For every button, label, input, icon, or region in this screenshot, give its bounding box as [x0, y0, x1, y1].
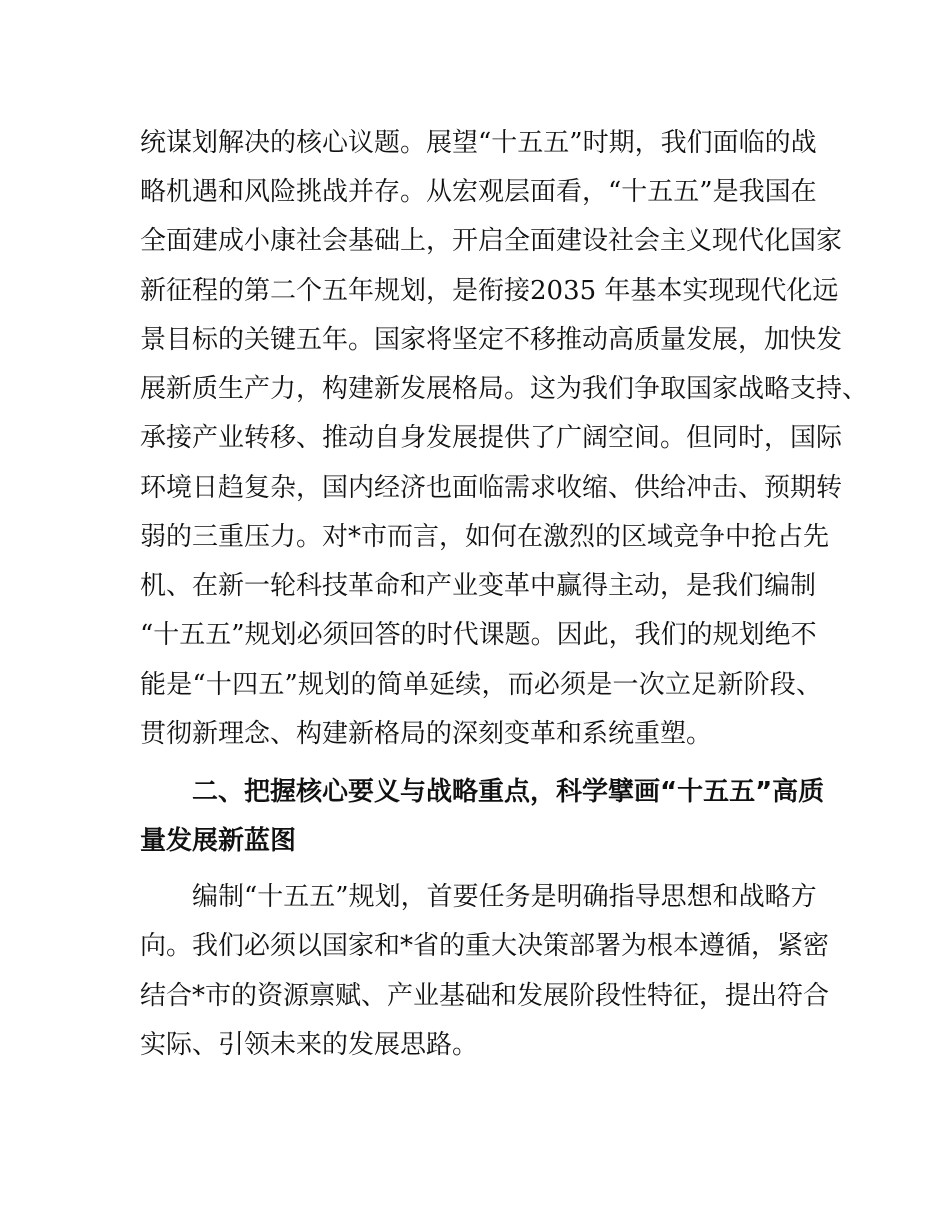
heading-line: 量发展新蓝图 — [140, 826, 297, 856]
text-line: 新征程的第二个五年规划，是衔接2035 年基本实现现代化远 — [140, 276, 839, 306]
text-line: 结合*市的资源禀赋、产业基础和发展阶段性特征，提出符合 — [140, 981, 830, 1011]
text-line: 全面建成小康社会基础上，开启全面建设社会主义现代化国家 — [140, 226, 843, 256]
text-line: “十五五”规划必须回答的时代课题。因此，我们的规划绝不 — [140, 620, 817, 650]
text-line: 机、在新一轮科技革命和产业变革中赢得主动，是我们编制 — [140, 571, 817, 601]
text-line: 实际、引领未来的发展思路。 — [140, 1030, 479, 1060]
text-line: 能是“十四五”规划的简单延续，而必须是一次立足新阶段、 — [140, 670, 822, 700]
text-line: 景目标的关键五年。国家将坚定不移推动高质量发展，加快发 — [140, 325, 843, 355]
text-line: 弱的三重压力。对*市而言，如何在激烈的区域竞争中抢占先 — [140, 522, 830, 552]
text-line: 承接产业转移、推动自身发展提供了广阔空间。但同时，国际 — [140, 423, 843, 453]
text-line: 展新质生产力，构建新发展格局。这为我们争取国家战略支持、 — [140, 374, 869, 404]
text-line: 略机遇和风险挑战并存。从宏观层面看，“十五五”是我国在 — [140, 177, 817, 207]
text-line: 向。我们必须以国家和*省的重大决策部署为根本遵循，紧密 — [140, 931, 830, 961]
heading-line: 二、把握核心要义与战略重点，科学擘画“十五五”高质 — [192, 777, 825, 807]
text-line: 贯彻新理念、构建新格局的深刻变革和系统重塑。 — [140, 719, 713, 749]
text-line: 编制“十五五”规划，首要任务是明确指导思想和战略方 — [192, 882, 817, 912]
text-line: 环境日趋复杂，国内经济也面临需求收缩、供给冲击、预期转 — [140, 473, 843, 503]
text-line: 统谋划解决的核心议题。展望“十五五”时期，我们面临的战 — [140, 128, 817, 158]
